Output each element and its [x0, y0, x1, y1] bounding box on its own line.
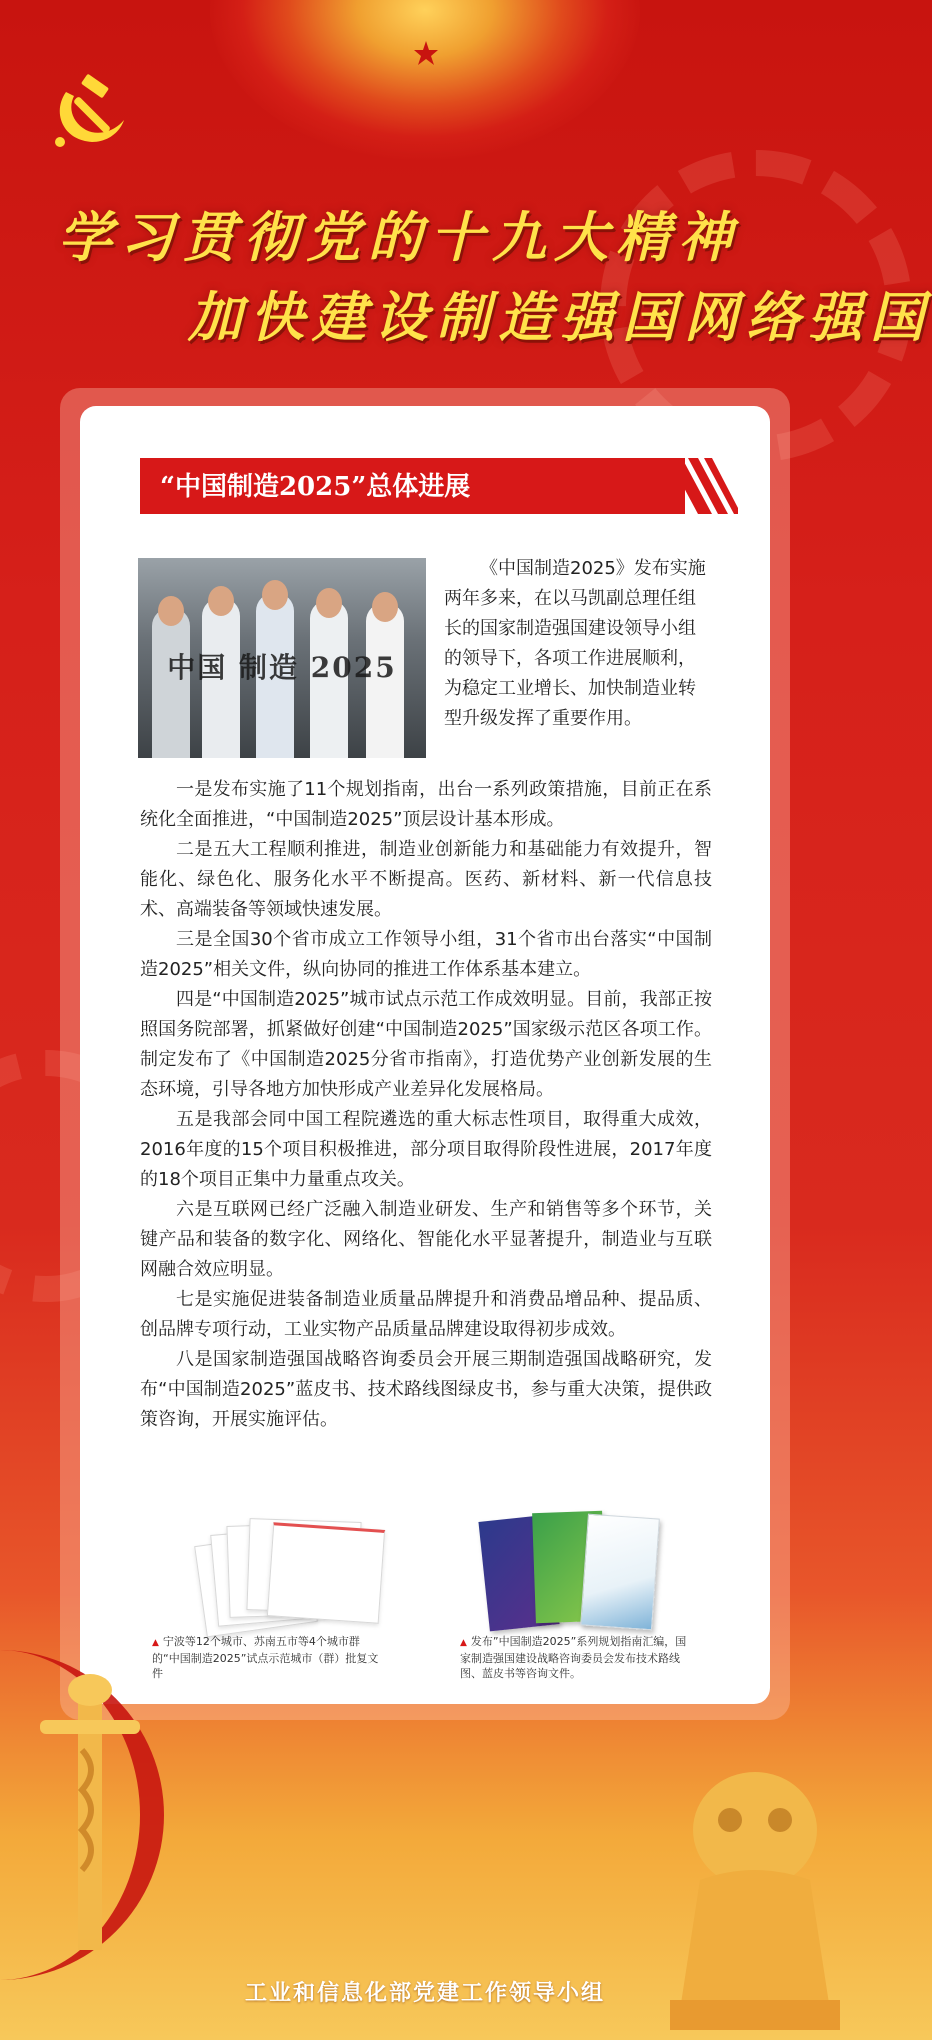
- triangle-bullet-icon: ▲: [460, 1638, 467, 1648]
- paragraph-4: 四是“中国制造2025”城市试点示范工作成效明显。目前，我部正按照国务院部署，抓紧做好创建“中国制造2025”国家级示范区各项工作。制定发布了《中国制造2025分省市指南》，打造优势产业创新发展的生态环境，引导各地方加快形成产业差异化发展格局。: [140, 989, 712, 1100]
- book-white: [580, 1514, 660, 1631]
- paragraph-1: 一是发布实施了11个规划指南，出台一系列政策措施，目前正在系统化全面推进，“中国制造2025”顶层设计基本形成。: [140, 779, 712, 830]
- section-title: “中国制造2025”总体进展: [160, 472, 471, 502]
- triangle-bullet-icon: ▲: [152, 1638, 159, 1648]
- photo-sign-text: 中国 制造 2025: [167, 651, 397, 684]
- footer-organization: 工业和信息化部党建工作领导小组: [244, 1981, 605, 2006]
- paragraph-2: 二是五大工程顺利推进，制造业创新能力和基础能力有效提升，智能化、绿色化、服务化水平不断提高。医药、新材料、新一代信息技术、高端装备等领域快速发展。: [140, 839, 712, 920]
- caption-text: 宁波等12个城市、苏南五市等4个城市群的“中国制造2025”试点示范城市（群）批复文件: [152, 1635, 379, 1680]
- paragraph-3: 三是全国30个省市成立工作领导小组，31个省市出台落实“中国制造2025”相关文件，纵向协同的推进工作体系基本建立。: [140, 929, 712, 980]
- document-sheet: [267, 1522, 385, 1624]
- paragraph-6: 六是互联网已经广泛融入制造业研发、生产和销售等多个环节，关键产品和装备的数字化、网络化、智能化水平显著提升，制造业与互联网融合效应明显。: [140, 1199, 712, 1280]
- person-head: [262, 580, 288, 610]
- star-icon: [413, 40, 439, 66]
- stripe-decoration: [668, 458, 738, 514]
- headline-line-1: 学习贯彻党的十九大精神: [58, 205, 740, 269]
- intro-paragraph: 《中国制造2025》发布实施两年多来，在以马凯副总理任组长的国家制造强国建设领导小组的领导下，各项工作进展顺利，为稳定工业增长、加快制造业转型升级发挥了重要作用。: [444, 558, 706, 729]
- headline-line-2: 加快建设制造强国网络强国: [188, 285, 932, 349]
- person-head: [158, 596, 184, 626]
- person-head: [372, 592, 398, 622]
- paragraph-5: 五是我部会同中国工程院遴选的重大标志性项目，取得重大成效，2016年度的15个项目积极推进，部分项目取得阶段性进展，2017年度的18个项目正集中力量重点攻关。: [140, 1109, 712, 1190]
- sunburst-decoration: [210, 0, 640, 160]
- huabiao-pillar-icon: [30, 1660, 150, 1960]
- paragraph-7: 七是实施促进装备制造业质量品牌提升和消费品增品种、提品质、创品牌专项行动，工业实物产品质量品牌建设取得初步成效。: [140, 1289, 712, 1340]
- body-text: [140, 775, 712, 1435]
- figure-caption-1: [152, 1634, 382, 1681]
- figure-caption-2: [460, 1634, 690, 1681]
- figure-books: [484, 1506, 664, 1636]
- hammer-sickle-icon: [48, 72, 128, 152]
- person-head: [316, 588, 342, 618]
- photo-leaders: [138, 558, 426, 758]
- person-head: [208, 586, 234, 616]
- caption-text: 发布”中国制造2025”系列规划指南汇编，国家制造强国建设战略咨询委员会发布技术路线图、蓝皮书等咨询文件。: [460, 1635, 687, 1680]
- paragraph-8: 八是国家制造强国战略咨询委员会开展三期制造强国战略研究，发布“中国制造2025”蓝皮书、技术路线图绿皮书，参与重大决策，提供政策咨询，开展实施评估。: [140, 1349, 712, 1430]
- figure-documents: [192, 1512, 372, 1632]
